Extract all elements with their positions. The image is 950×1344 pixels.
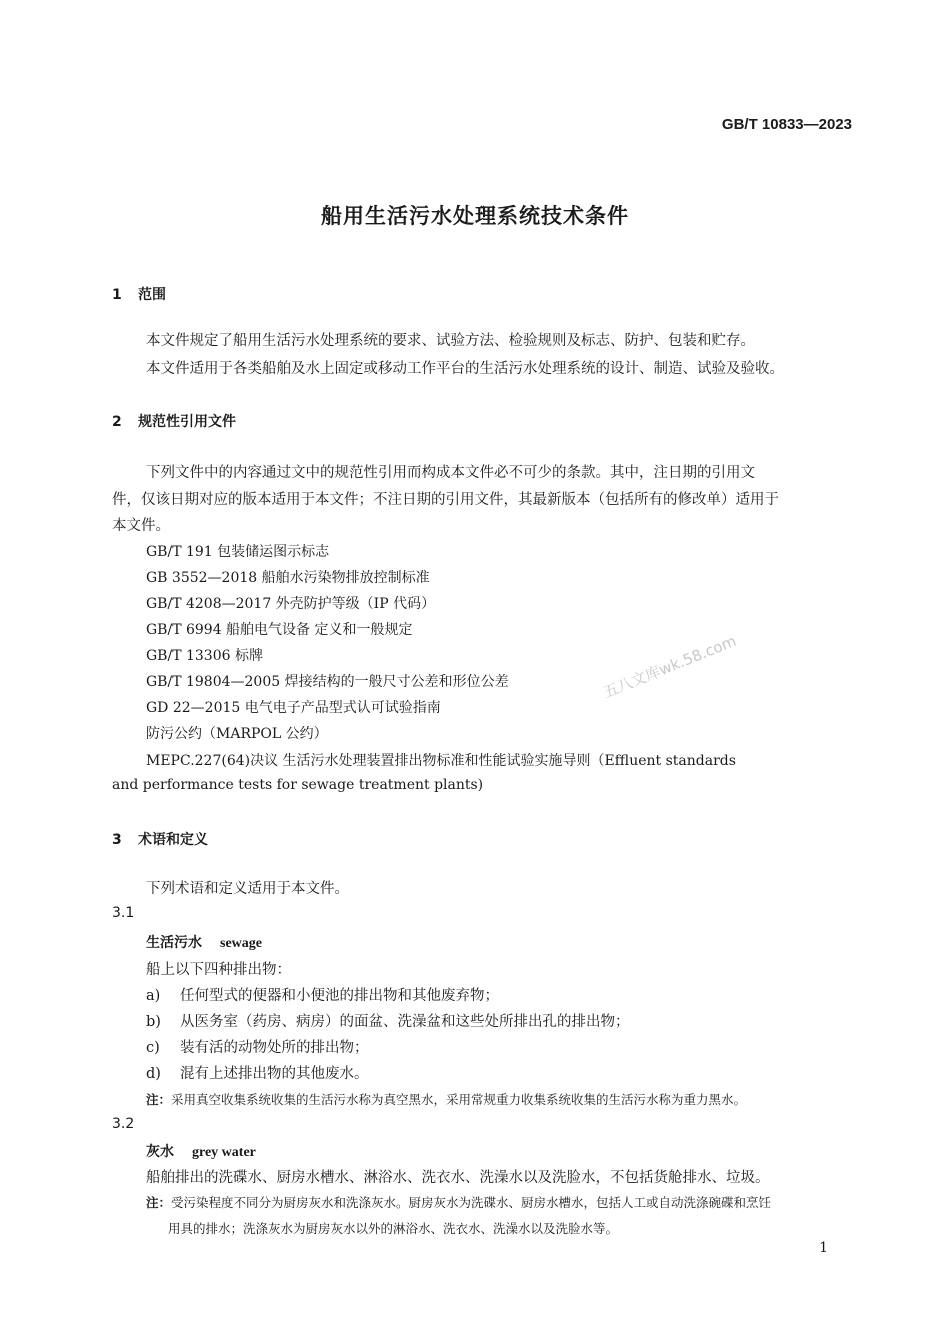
list-text: 装有活的动物处所的排出物； [180, 1040, 369, 1056]
norm-intro-line: 下列文件中的内容通过文中的规范性引用而构成本文件必不可少的条款。其中，注日期的引用文 [146, 465, 755, 481]
note-text: 受污染程度不同分为厨房灰水和洗涤灰水。厨房灰水为洗碟水、厨房水槽水，包括人工或自动洗涤碗碟和烹饪 [171, 1195, 772, 1210]
term-note-continued: 用具的排水；洗涤灰水为厨房灰水以外的淋浴水、洗衣水、洗澡水以及洗脸水等。 [168, 1221, 619, 1236]
section-heading-normative-references [112, 411, 236, 431]
reference-item: GB 3552—2018 船舶水污染物排放控制标准 [146, 570, 430, 586]
term-definition: 船舶排出的洗碟水、厨房水槽水、淋浴水、洗衣水、洗澡水以及洗脸水，不包括货舱排水、垃圾。 [146, 1170, 770, 1186]
reference-item: GB/T 6994 船舶电气设备 定义和一般规定 [146, 622, 413, 638]
term-en: sewage [220, 936, 262, 951]
term-heading [146, 1141, 256, 1161]
section-number: 1 [112, 287, 122, 303]
section-heading-terms [112, 829, 208, 849]
page-number: 1 [819, 1240, 828, 1256]
terms-intro: 下列术语和定义适用于本文件。 [146, 881, 349, 897]
reference-item: GB/T 191 包装储运图示标志 [146, 544, 330, 560]
term-number: 3.1 [112, 905, 135, 921]
list-item [146, 984, 499, 1005]
term-note [146, 1193, 771, 1211]
scope-paragraph-1: 本文件规定了船用生活污水处理系统的要求、试验方法、检验规则及标志、防护、包装和贮存。 [146, 333, 755, 349]
term-en: grey water [192, 1145, 256, 1160]
section-title: 术语和定义 [138, 832, 208, 848]
term-note [146, 1090, 746, 1108]
term-number: 3.2 [112, 1116, 135, 1132]
list-text: 任何型式的便器和小便池的排出物和其他废弃物； [180, 988, 499, 1004]
reference-item-continued: and performance tests for sewage treatment plants) [112, 777, 484, 793]
standard-code: GB/T 10833—2023 [721, 116, 852, 133]
term-definition: 船上以下四种排出物： [146, 962, 291, 978]
reference-item: GD 22—2015 电气电子产品型式认可试验指南 [146, 700, 441, 716]
list-label: d) [146, 1066, 161, 1082]
list-item [146, 1036, 369, 1057]
term-zh: 生活污水 [146, 935, 202, 951]
list-label: b) [146, 1014, 161, 1030]
section-number: 2 [112, 414, 122, 430]
reference-item: 防污公约（MARPOL 公约） [146, 726, 328, 742]
scope-paragraph-2: 本文件适用于各类船舶及水上固定或移动工作平台的生活污水处理系统的设计、制造、试验及验收。 [146, 361, 784, 377]
norm-intro-line: 件，仅该日期对应的版本适用于本文件；不注日期的引用文件，其最新版本（包括所有的修改单）适用于 [112, 492, 779, 508]
note-label: 注： [146, 1092, 172, 1107]
watermark-text: 五八文库wk.58.com [600, 631, 739, 702]
reference-item: MEPC.227(64)决议 生活污水处理装置排出物标准和性能试验实施导则（Effluent standards [146, 753, 736, 769]
list-item [146, 1010, 630, 1031]
section-title: 规范性引用文件 [138, 414, 236, 430]
note-text: 采用真空收集系统收集的生活污水称为真空黑水，采用常规重力收集系统收集的生活污水称为重力黑水。 [171, 1092, 747, 1107]
list-label: c) [146, 1040, 160, 1056]
norm-intro-line: 本文件。 [112, 518, 170, 534]
note-label: 注： [146, 1195, 172, 1210]
term-zh: 灰水 [146, 1144, 174, 1160]
list-text: 混有上述排出物的其他废水。 [180, 1066, 369, 1082]
list-label: a) [146, 988, 161, 1004]
list-item [146, 1062, 369, 1083]
document-title: 船用生活污水处理系统技术条件 [321, 204, 629, 228]
section-number: 3 [112, 832, 122, 848]
reference-item: GB/T 4208—2017 外壳防护等级（IP 代码） [146, 596, 436, 612]
reference-item: GB/T 19804—2005 焊接结构的一般尺寸公差和形位公差 [146, 674, 509, 690]
term-heading [146, 932, 262, 952]
section-title: 范围 [138, 287, 166, 303]
list-text: 从医务室（药房、病房）的面盆、洗澡盆和这些处所排出孔的排出物； [180, 1014, 630, 1030]
reference-item: GB/T 13306 标牌 [146, 648, 263, 664]
section-heading-scope [112, 284, 166, 304]
